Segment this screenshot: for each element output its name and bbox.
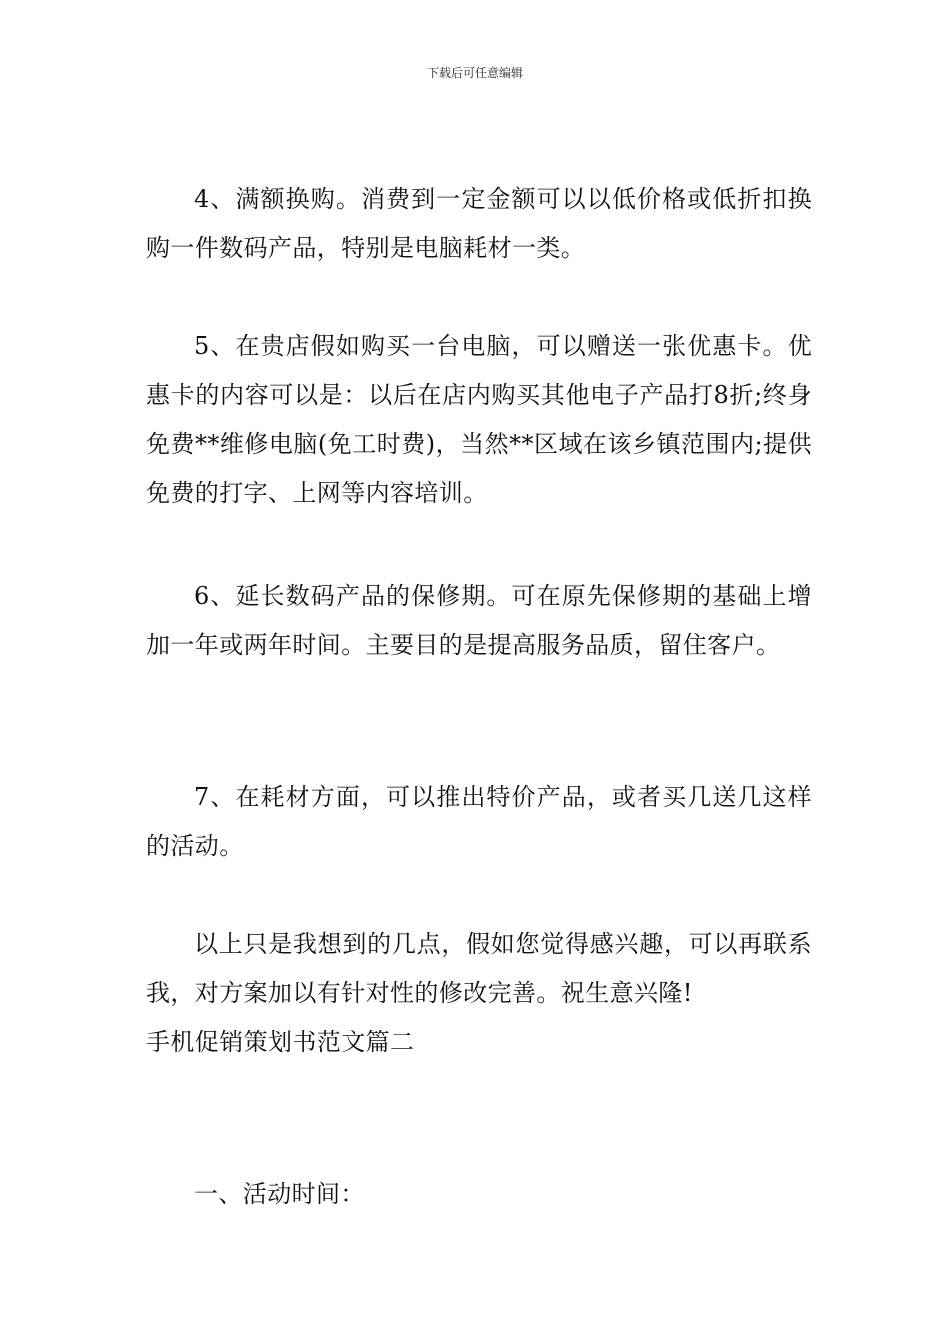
paragraph-item-6: 6、延长数码产品的保修期。可在原先保修期的基础上增加一年或两年时间。主要目的是提高服务品质，留住客户。 [146, 582, 812, 659]
paragraph-closing: 以上只是我想到的几点，假如您觉得感兴趣，可以再联系我，对方案加以有针对性的修改完善。祝生意兴隆! [146, 930, 812, 1007]
paragraph-item-7: 7、在耗材方面，可以推出特价产品，或者买几送几这样的活动。 [146, 783, 812, 860]
page-header: 下载后可任意编辑 [426, 66, 523, 80]
paragraph-item-5: 5、在贵店假如购买一台电脑，可以赠送一张优惠卡。优惠卡的内容可以是：以后在店内购买其他电子产品打8折;终身免费**维修电脑(免工时费)，当然**区域在该乡镇范围内;提供免费的打字、上网等内容培训。 [146, 332, 812, 507]
section-title: 手机促销策划书范文篇二 [146, 1028, 415, 1056]
paragraph-item-4: 4、满额换购。消费到一定金额可以以低价格或低折扣换购一件数码产品，特别是电脑耗材一类。 [146, 185, 812, 262]
subsection-heading: 一、活动时间： [194, 1180, 365, 1208]
